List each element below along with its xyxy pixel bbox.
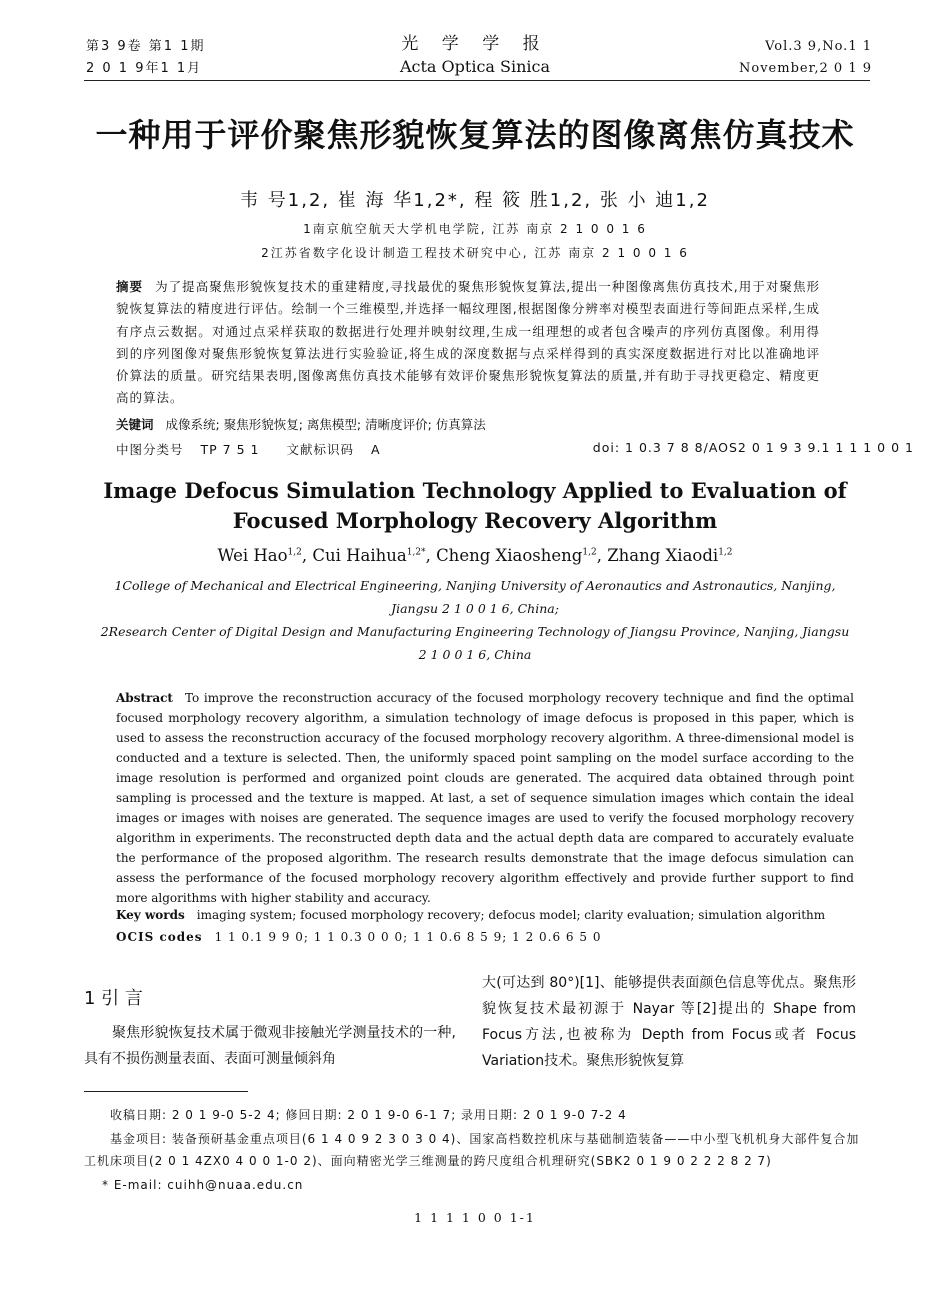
journal-name-cn: 光 学 学 报 <box>401 34 549 54</box>
affiliation-en-2: 2Research Center of Digital Design and Manufacturing Engineering Technology of Jiangsu Province, Nanjing, Jiangsu 2 1 0 0 1 6, China <box>100 624 850 662</box>
abstract-label-en: Abstract <box>116 691 173 705</box>
author-sup: 1,2 <box>582 547 597 558</box>
keywords-cn <box>116 415 836 433</box>
abstract-text-cn: 为了提高聚焦形貌恢复技术的重建精度,寻找最优的聚焦形貌恢复算法,提出一种图像离焦仿真技术,用于对聚焦形貌恢复算法的精度进行评估。绘制一个三维模型,并选择一幅纹理图,根据图像分辨率对模型表面进行等间距点采样,生成有序点云数据。对通过点采样获取的数据进行处理并映射纹理,生成一组理想的或者包含噪声的序列仿真图像。利用得到的序列图像对聚焦形貌恢复算法进行实验验证,将生成的深度数据与点采样得到的真实深度数据进行对比以准确地评价算法的质量。研究结果表明,图像离焦仿真技术能够有效评价聚焦形貌恢复算法的质量,并有助于寻找更稳定、精度更高的算法。 <box>116 279 820 406</box>
abstract-label-cn: 摘要 <box>116 279 144 294</box>
date-en: November,2 0 1 9 <box>739 61 872 76</box>
journal-name <box>370 32 580 78</box>
classification-cn <box>116 440 381 458</box>
author-sup: 1,2 <box>287 547 302 558</box>
journal-issue-cn <box>86 36 205 80</box>
authors-cn: 韦 号1,2, 崔 海 华1,2*, 程 筱 胜1,2, 张 小 迪1,2 <box>240 190 710 211</box>
doc-code-label: 文献标识码 <box>286 442 354 457</box>
ocis-text: 1 1 0.1 9 9 0; 1 1 0.3 0 0 0; 1 1 0.6 8 5 9; 1 2 0.6 6 5 0 <box>214 930 602 944</box>
page-number: 1 1 1 1 0 0 1-1 <box>414 1210 536 1225</box>
keywords-label-cn: 关键词 <box>116 417 154 432</box>
footnote-rule <box>84 1091 248 1092</box>
section-title: 1 引 言 <box>84 988 143 1009</box>
author-en: Cui Haihua <box>312 546 407 565</box>
class-value: TP 7 5 1 <box>200 442 260 457</box>
journal-issue-en <box>739 36 872 80</box>
abstract-cn <box>116 276 820 410</box>
affiliation-cn-1: 1南京航空航天大学机电学院, 江苏 南京 2 1 0 0 1 6 <box>303 222 647 236</box>
ocis-label: OCIS codes <box>116 930 203 944</box>
author-sup: 1,2* <box>406 547 426 558</box>
keywords-text-en: imaging system; focused morphology recovery; defocus model; clarity evaluation; simulation algorithm <box>196 908 826 922</box>
authors-en: Wei Hao$^{1,2}$, Cui Haihua$^{1,2*}$, Cheng Xiaosheng$^{1,2}$, Zhang Xiaodi$^{1,2}$ <box>217 546 733 565</box>
affiliation-cn-2: 2江苏省数字化设计制造工程技术研究中心, 江苏 南京 2 1 0 0 1 6 <box>261 246 689 260</box>
volume-issue-cn: 第3 9卷 第1 1期 <box>86 39 206 54</box>
doi: doi: 1 0.3 7 8 8/AOS2 0 1 9 3 9.1 1 1 1 0 0 1 <box>592 440 914 455</box>
footnote-received: 收稿日期: 2 0 1 9-0 5-2 4; 修回日期: 2 0 1 9-0 6-1 7; 录用日期: 2 0 1 9-0 7-2 4 <box>110 1108 627 1122</box>
footnote-funding: 基金项目: 装备预研基金重点项目(6 1 4 0 9 2 3 0 3 0 4)、国家高档数控机床与基础制造装备——中小型飞机机身大部件复合加工机床项目(2 0 1 4ZX0 4 0 0 1-0 2)、面向精密光学三维测量的跨尺度组合机理研究(SBK2 0 1 9 0 2 2 2 8 2 7) <box>84 1132 860 1168</box>
paper-title-en-line2: Focused Morphology Recovery Algorithm <box>232 508 718 533</box>
paper-title-cn: 一种用于评价聚焦形貌恢复算法的图像离焦仿真技术 <box>95 116 855 154</box>
class-label: 中图分类号 <box>116 442 184 457</box>
body-text-left: 聚焦形貌恢复技术属于微观非接触光学测量技术的一种,具有不损伤测量表面、表面可测量倾斜角 <box>84 1025 456 1067</box>
ocis-codes <box>116 930 601 944</box>
date-cn: 2 0 1 9年1 1月 <box>86 61 203 76</box>
abstract-text-en: To improve the reconstruction accuracy of the focused morphology recovery technique and find the optimal focused morphology recovery algorithm, a simulation technology of image defocus is proposed in this paper, which is used to assess the reconstruction accuracy of the focused morphology recovery algorithm. A three-dimensional model is conducted and a texture is selected. Then, the uniformly spaced point sampling on the model surface according to the image resolution is performed and organized point clouds are generated. The acquired data obtained through point sampling is processed and the texture is mapped. At last, a set of sequence simulation images which contain the ideal images or images with noises are generated. The sequence images are used to verify the focused morphology recovery algorithm in experiments. The reconstructed depth data and the actual depth data are compared to accurately evaluate the performance of the proposed algorithm. The research results demonstrate that the image defocus simulation can assess the performance of the focused morphology recovery algorithm effectively and provide further support to find more algorithms with higher stability and accuracy. <box>116 691 854 905</box>
author-en: Zhang Xiaodi <box>607 546 719 565</box>
keywords-label-en: Key words <box>116 908 185 922</box>
paper-title-en-line1: Image Defocus Simulation Technology Applied to Evaluation of <box>103 478 847 503</box>
author-en: Wei Hao <box>217 546 288 565</box>
volume-issue-en: Vol.3 9,No.1 1 <box>765 39 872 54</box>
journal-name-en: Acta Optica Sinica <box>399 57 551 76</box>
author-sup: 1,2 <box>718 547 733 558</box>
keywords-text-cn: 成像系统; 聚焦形貌恢复; 离焦模型; 清晰度评价; 仿真算法 <box>165 417 486 432</box>
body-text-right: 大(可达到 80°)[1]、能够提供表面颜色信息等优点。聚焦形貌恢复技术最初源于 Nayar 等[2]提出的 Shape from Focus方法,也被称为 Depth from Focus或者 Focus Variation技术。聚焦形貌恢复算 <box>482 975 856 1069</box>
doc-code-value: A <box>370 442 381 457</box>
affiliation-en-1: 1College of Mechanical and Electrical Engineering, Nanjing University of Aeronautics and Astronautics, Nanjing, Jiangsu 2 1 0 0 1 6, China; <box>114 578 836 616</box>
paper-title-en <box>0 476 950 536</box>
author-en: Cheng Xiaosheng <box>436 546 583 565</box>
footnote-email: * E-mail: cuihh@nuaa.edu.cn <box>102 1178 304 1192</box>
abstract-en <box>116 688 854 908</box>
header-rule <box>84 80 870 81</box>
keywords-en <box>116 908 854 922</box>
